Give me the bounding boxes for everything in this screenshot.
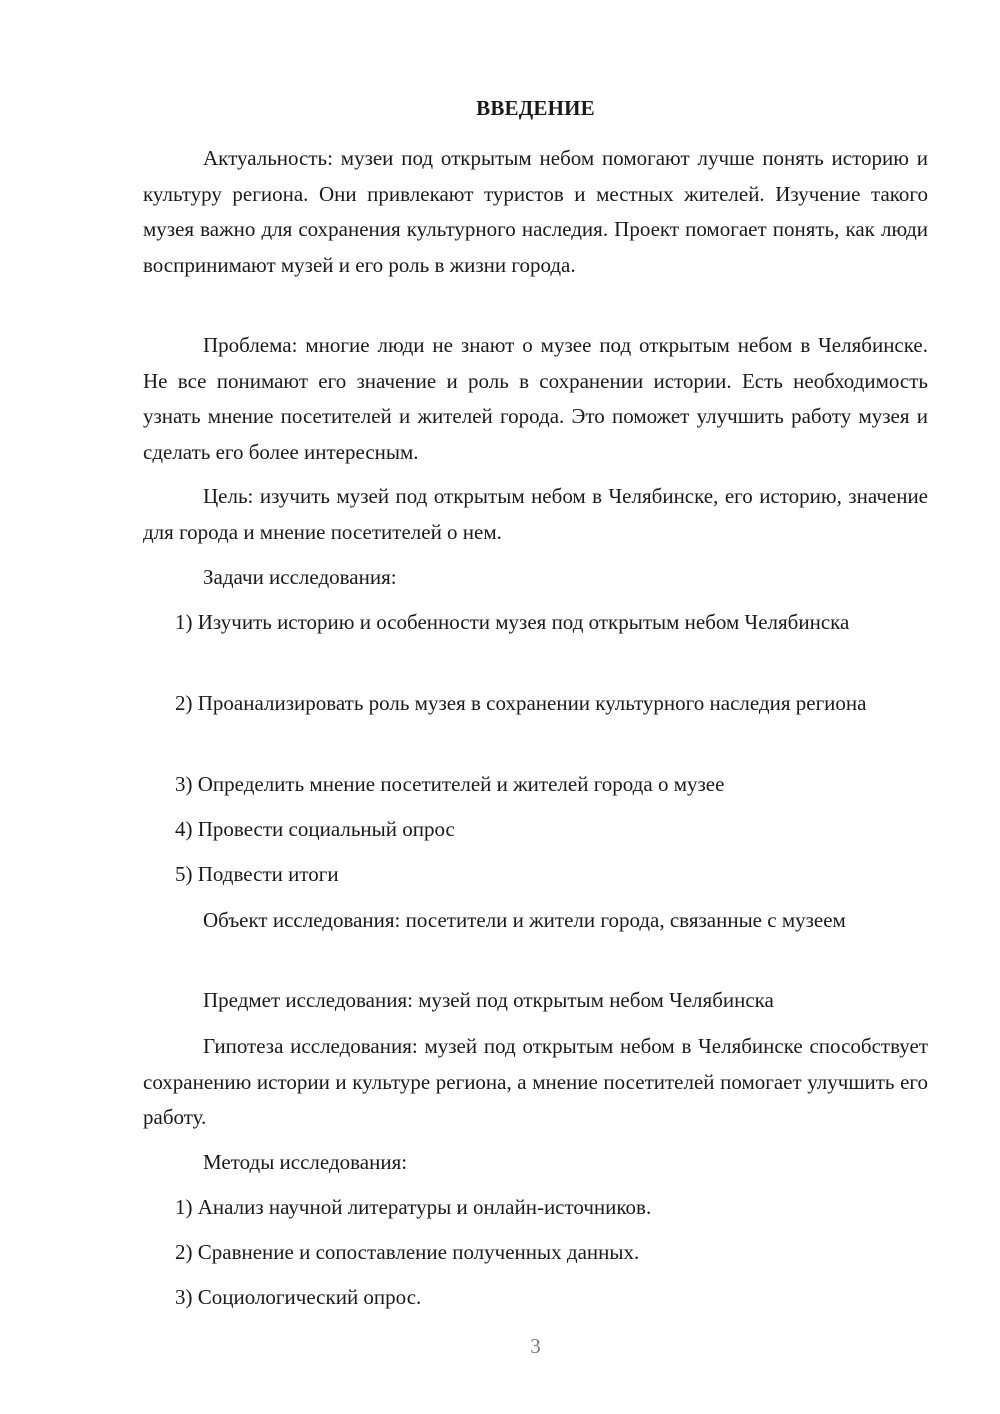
method-item-3: 3) Социологический опрос. <box>175 1285 422 1309</box>
tasks-heading: Задачи исследования: <box>203 565 397 589</box>
task-item-5: 5) Подвести итоги <box>175 862 339 886</box>
task-item-4: 4) Провести социальный опрос <box>175 817 455 841</box>
subject-paragraph: Предмет исследования: музей под открытым небом Челябинска <box>203 988 774 1012</box>
section-title: ВВЕДЕНИЕ <box>476 96 595 120</box>
method-item-2: 2) Сравнение и сопоставление полученных данных. <box>175 1240 640 1264</box>
task-item-2: 2) Проанализировать роль музея в сохранении культурного наследия региона <box>175 691 867 715</box>
relevance-paragraph: Актуальность: музеи под открытым небом помогают лучше понять историю и культуру региона. Они привлекают туристов и местных жителей. Изучение такого музея важно для сохранения культурного наследия. Проект помогает понять, как люди воспринимают музей и его роль в жизни города. <box>143 146 928 277</box>
methods-heading: Методы исследования: <box>203 1150 408 1174</box>
problem-paragraph: Проблема: многие люди не знают о музее под открытым небом в Челябинске. Не все понимают его значение и роль в сохранении истории. Есть необходимость узнать мнение посетителей и жителей города. Это поможет улучшить работу музея и сделать его более интересным. <box>143 333 928 464</box>
document-page <box>143 0 928 1414</box>
task-item-3: 3) Определить мнение посетителей и жителей города о музее <box>175 772 725 796</box>
method-item-1: 1) Анализ научной литературы и онлайн-источников. <box>175 1195 652 1219</box>
object-paragraph: Объект исследования: посетители и жители города, связанные с музеем <box>203 908 846 932</box>
page-number: 3 <box>530 1334 541 1358</box>
goal-paragraph: Цель: изучить музей под открытым небом в Челябинске, его историю, значение для города и мнение посетителей о нем. <box>143 484 928 544</box>
task-item-1: 1) Изучить историю и особенности музея под открытым небом Челябинска <box>175 610 850 634</box>
hypothesis-paragraph: Гипотеза исследования: музей под открытым небом в Челябинске способствует сохранению истории и культуре региона, а мнение посетителей помогает улучшить его работу. <box>143 1034 928 1130</box>
